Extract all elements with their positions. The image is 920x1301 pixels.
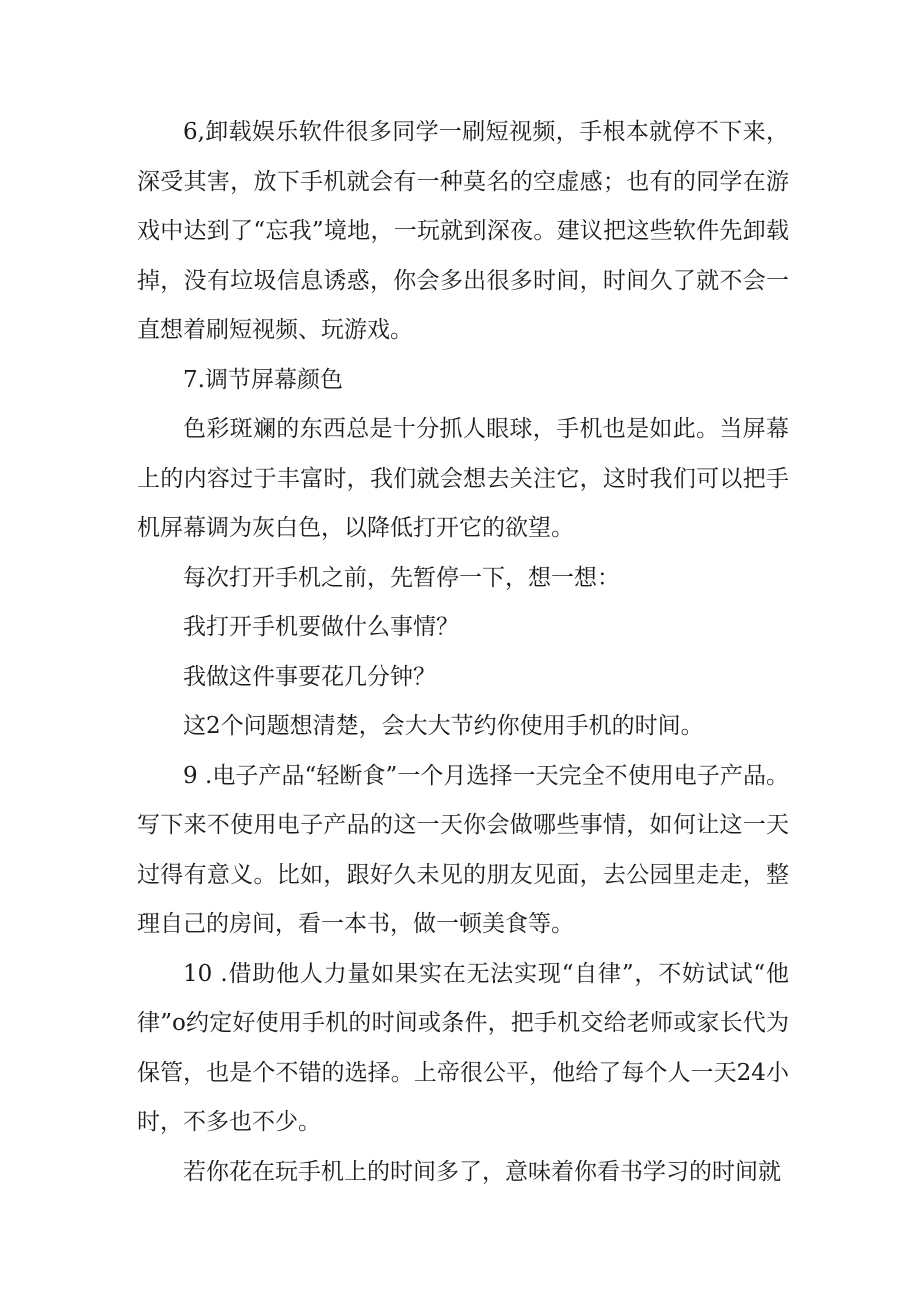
paragraph-digital-fast: 9 .电子产品“轻断食”一个月选择一天完全不使用电子产品。写下来不使用电子产品的这一天你会做哪些事情，如何让这一天过得有意义。比如，跟好久未见的朋友见面，去公园里走走，整理自己的房间，看一本书，做一顿美食等。 [137,762,789,937]
body-text [137,108,789,1197]
question-what-to-do: 我打开手机要做什么事情？ [183,614,459,640]
heading-adjust-screen-color: 7.调节屏幕颜色 [183,366,343,393]
paragraph-help-from-others: 10 .借助他人力量如果实在无法实现“自律”，不妨试试“他律”o约定好使用手机的时间或条件，把手机交给老师或家长代为保管，也是个不错的选择。上帝很公平，他给了每个人一天24小时，不多也不少。 [137,960,789,1135]
question-how-long: 我做这件事要花几分钟？ [183,663,436,690]
paragraph-save-time: 这2个问题想清楚，会大大节约你使用手机的时间。 [183,713,704,739]
paragraph-closing: 若你花在玩手机上的时间多了，意味着你看书学习的时间就 [183,1158,781,1185]
paragraph-uninstall-apps: 6,卸载娱乐软件很多同学一刷短视频，手根本就停不下来，深受其害，放下手机就会有一种莫名的空虚感；也有的同学在游戏中达到了“忘我”境地，一玩就到深夜。建议把这些软件先卸载掉，没有垃圾信息诱惑，你会多出很多时间，时间久了就不会一直想着刷短视频、玩游戏。 [137,119,789,343]
paragraph-screen-color: 色彩斑斓的东西总是十分抓人眼球，手机也是如此。当屏幕上的内容过于丰富时，我们就会想去关注它，这时我们可以把手机屏幕调为灰白色，以降低打开它的欲望。 [137,416,789,541]
paragraph-pause-before-open: 每次打开手机之前，先暂停一下，想一想： [183,564,620,591]
